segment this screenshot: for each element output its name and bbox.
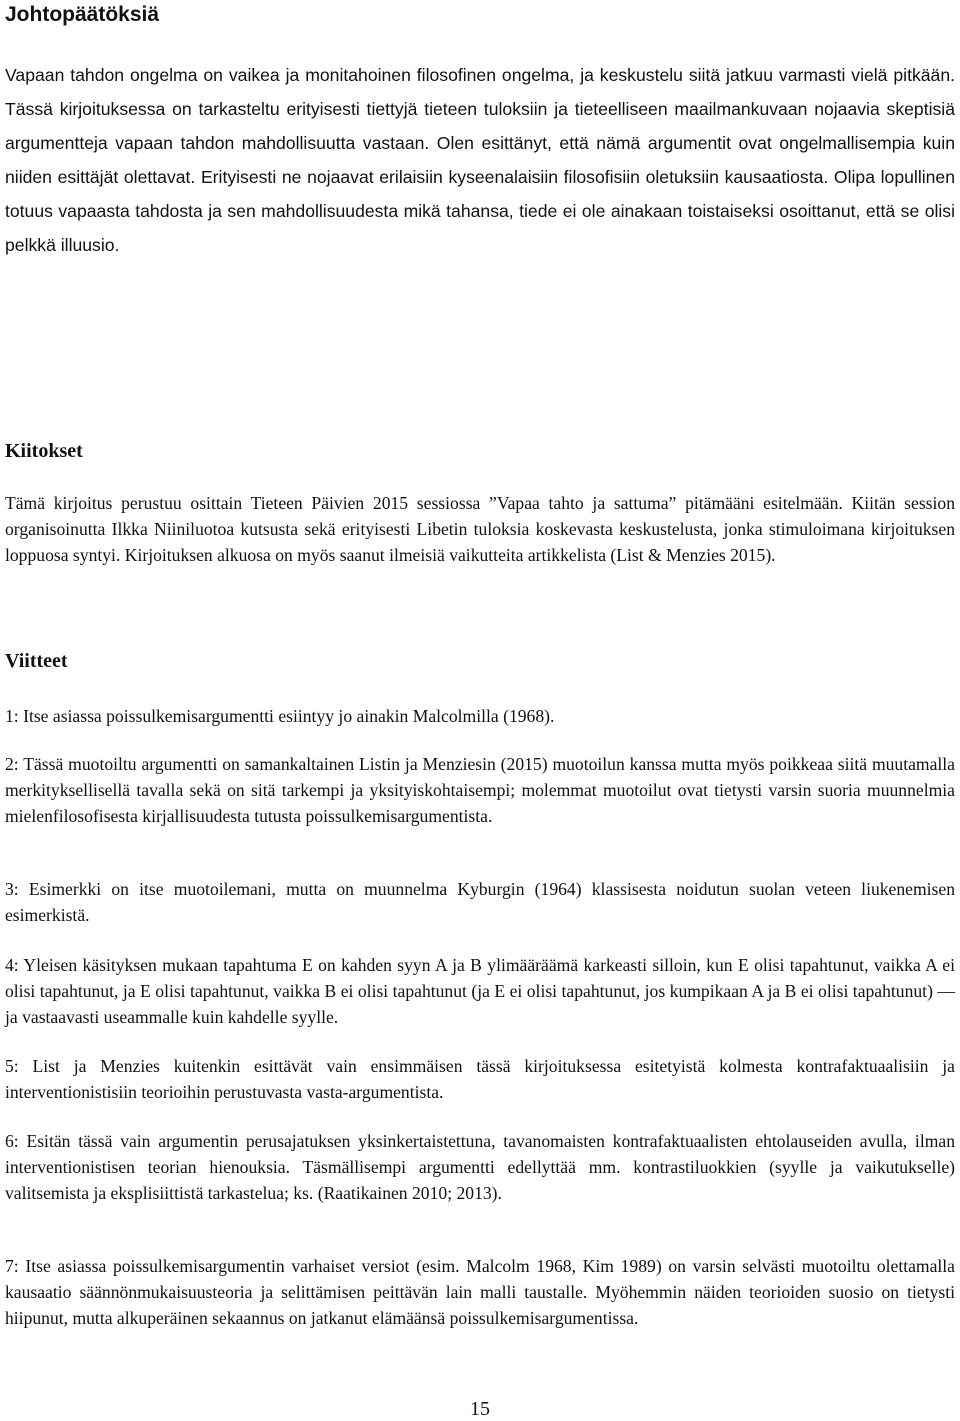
note-2: 2: Tässä muotoiltu argumentti on samankaltainen Listin ja Menziesin (2015) muotoilun kanssa mutta myös poikkeaa siitä muutamalla merkityksellisellä tavalla sekä on sitä tarkempi ja yksityiskohtaisempi; molemmat muotoilut ovat tietysti varsin suoria muunnelmia mielenfilosofisesta kirjallisuudesta tutusta poissulkemisargumentista. xyxy=(5,754,955,826)
acknowledgements-paragraph: Tämä kirjoitus perustuu osittain Tieteen Päivien 2015 sessiossa ”Vapaa tahto ja sattuma” pitämääni esitelmään. Kiitän session organisoinutta Ilkka Niiniluotoa kutsusta sekä erityisesti Libetin tuloksia koskevasta keskustelusta, jonka stimuloimana kirjoituksen loppuosa syntyi. Kirjoituksen alkuosa on myös saanut ilmeisiä vaikutteita artikkelista (List & Menzies 2015). xyxy=(5,493,955,565)
conclusions-heading: Johtopäätöksiä xyxy=(5,3,160,26)
note-5: 5: List ja Menzies kuitenkin esittävät vain ensimmäisen tässä kirjoituksessa esitetyistä kolmesta kontrafaktuaalisiin ja interventionistisiin teorioihin perustuvasta vasta-argumentista. xyxy=(5,1056,955,1102)
note-4: 4: Yleisen käsityksen mukaan tapahtuma E on kahden syyn A ja B ylimääräämä karkeasti silloin, kun E olisi tapahtunut, vaikka A ei olisi tapahtunut, ja E olisi tapahtunut, vaikka B ei olisi tapahtunut (ja E ei olisi tapahtunut, jos kumpikaan A ja B ei olisi tapahtunut) — ja vastaavasti useammalle kuin kahdelle syylle. xyxy=(5,955,955,1027)
acknowledgements-heading: Kiitokset xyxy=(5,440,83,462)
notes-heading: Viitteet xyxy=(5,650,68,672)
conclusions-paragraph: Vapaan tahdon ongelma on vaikea ja monitahoinen filosofinen ongelma, ja keskustelu siitä jatkuu varmasti vielä pitkään. Tässä kirjoituksessa on tarkasteltu erityisesti tiettyjä tieteen tuloksiin ja tieteelliseen maailmankuvaan nojaavia skeptisiä argumentteja vapaan tahdon mahdollisuutta vastaan. Olen esittänyt, että nämä argumentit ovat ongelmallisempia kuin niiden esittäjät olettavat. Erityisesti ne nojaavat erilaisiin kyseenalaisiin filosofisiin oletuksiin kausaatiosta. Olipa lopullinen totuus vapaasta tahdosta ja sen mahdollisuudesta mikä tahansa, tiede ei ole ainakaan toistaiseksi osoittanut, että se olisi pelkkä illuusio. xyxy=(5,65,955,255)
note-1: 1: Itse asiassa poissulkemisargumentti esiintyy jo ainakin Malcolmilla (1968). xyxy=(5,706,555,726)
note-7: 7: Itse asiassa poissulkemisargumentin varhaiset versiot (esim. Malcolm 1968, Kim 1989) on varsin selvästi muotoiltu olettamalla kausaatio säännönmukaisuusteoria ja selittämisen peittävän lain malli taustalle. Myöhemmin näiden teorioiden suosio on tietysti hiipunut, mutta alkuperäinen sekaannus on jatkanut elämäänsä poissulkemisargumentissa. xyxy=(5,1256,955,1328)
note-3: 3: Esimerkki on itse muotoilemani, mutta on muunnelma Kyburgin (1964) klassisesta noidutun suolan veteen liukenemisen esimerkistä. xyxy=(5,879,955,925)
page-number: 15 xyxy=(470,1398,490,1420)
note-6: 6: Esitän tässä vain argumentin perusajatuksen yksinkertaistettuna, tavanomaisten kontrafaktuaalisten ehtolauseiden avulla, ilman interventionistisen teorian hienouksia. Täsmällisempi argumentti edellyttää mm. kontrastiluokkien (syylle ja vaikutukselle) valitsemista ja eksplisiittistä tarkastelua; ks. (Raatikainen 2010; 2013). xyxy=(5,1131,955,1203)
